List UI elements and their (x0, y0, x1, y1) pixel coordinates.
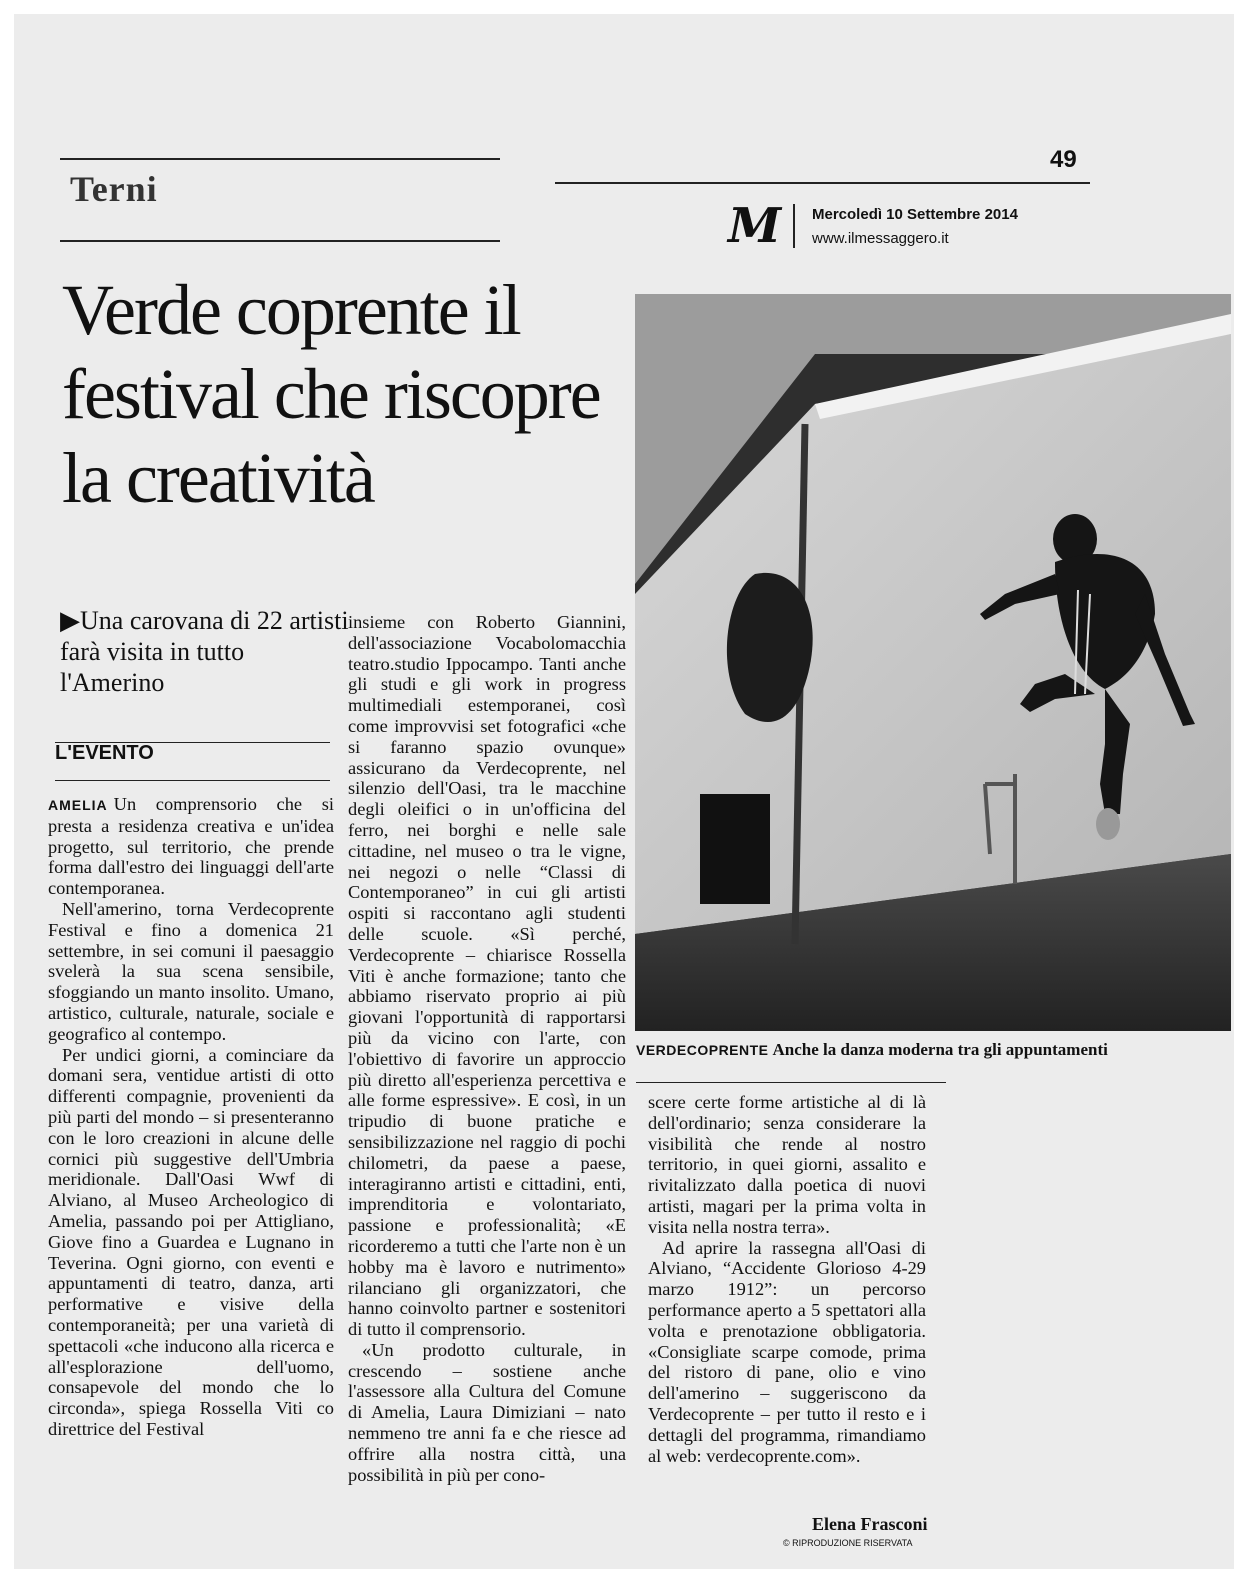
caption-text: Anche la danza moderna tra gli appuntamenti (772, 1040, 1108, 1059)
photo-caption (636, 1040, 1231, 1060)
page-number: 49 (1050, 146, 1077, 173)
issue-date: Mercoledì 10 Settembre 2014 (812, 206, 1018, 223)
article-column-1 (48, 794, 334, 1440)
header-divider (793, 204, 795, 248)
section-title: Terni (70, 169, 158, 209)
caption-rule (636, 1082, 946, 1083)
copyright-notice: © RIPRODUZIONE RISERVATA (783, 1538, 913, 1548)
kicker: L'EVENTO (55, 742, 154, 764)
section-rule-bottom (60, 240, 500, 242)
paragraph: «Un prodotto culturale, in crescendo – sostiene anche l'assessore alla Cultura del Comune di Amelia, Laura Dimiziani – nato nemmeno tre anni fa e che riesce ad offrire alla nostra città, una possibilità in più per cono- (348, 1339, 626, 1485)
headline: Verde coprente il festival che riscopre la creatività (62, 270, 600, 518)
paragraph: Nell'amerino, torna Verdecoprente Festival e fino a domenica 21 settembre, in sei comuni il paesaggio svelerà la sua scena sensibile, sfoggiando un manto insolito. Umano, artistico, culturale, naturale, sociale e geografico al contempo. (48, 898, 334, 1044)
paragraph: Ad aprire la rassegna all'Oasi di Alviano, “Accidente Glorioso 4-29 marzo 1912”: un percorso performance aperto a 5 spettatori alla volta e prenotazione obbligatoria. «Consigliate scarpe comode, prima del ristoro di pane, olio e vino dell'amerino – suggeriscono da Verdecoprente – per tutto il resto e i dettagli del programma, rimandiamo al web: verdecoprente.com». (648, 1237, 926, 1466)
newspaper-logo: M (728, 198, 782, 254)
header-rule (555, 182, 1090, 184)
article-column-3 (648, 1092, 926, 1466)
caption-tag: VERDECOPRENTE (636, 1042, 769, 1058)
dance-photo (635, 294, 1231, 1031)
subheadline-text: Una carovana di 22 artisti farà visita in tutto l'Amerino (60, 606, 349, 697)
dateline: AMELIA (48, 797, 108, 813)
author: Elena Frasconi (812, 1514, 928, 1534)
triangle-bullet-icon: ▶ (60, 606, 80, 635)
dancer-image (635, 294, 1231, 1031)
website: www.ilmessaggero.it (812, 230, 949, 247)
paragraph: scere certe forme artistiche al di là dell'ordinario; senza considerare la visibilità che rende al nostro territorio, in quei giorni, assalito e rivitalizzato dalla poetica di nuovi artisti, magari per la prima volta in visita nella nostra terra». (648, 1092, 926, 1237)
paragraph: insieme con Roberto Giannini, dell'associazione Vocabolomacchia teatro.studio Ippocampo. Tanti anche gli studi e gli work in progress multimediali estemporanei, così come improvvisi set fotografici «che si faranno spazio ovunque» assicurano da Verdecoprente, nel silenzio dell'Oasi, tra le macchine degli oleifici o in un'officina del ferro, nei borghi e nelle sale cittadine, nel museo o tra le vigne, nei negozi o nelle “Classi di Contemporaneo” in cui gli artisti ospiti si raccontano agli studenti delle scuole. «Sì perché, Verdecoprente – chiarisce Rossella Viti è anche formazione; tanto che abbiamo riservato proprio ai più giovani l'opportunità di rapportarsi più da vicino con l'arte, con l'obiettivo di favorire un approccio più diretto all'esperienza percettiva e alle forme espressive». E così, in un tripudio di buone pratiche e sensibilizzazione nel raggio di pochi chilometri, da paese a paese, interagiranno artisti e cittadini, enti, imprenditoria e volontariato, passione e professionalità; «E ricorderemo a tutti che l'arte non è un hobby ma è lavoro e nutrimento» rilanciano gli organizzatori, che hanno coinvolto partner e sostenitori di tutto il comprensorio. (348, 612, 626, 1340)
section-rule-top (60, 158, 500, 160)
paragraph: Per undici giorni, a cominciare da domani sera, ventidue artisti di otto differenti compagnie, provenienti da più parti del mondo – si presenteranno con le loro creazioni in alcune delle cornici più suggestive dell'Umbria meridionale. Dall'Oasi Wwf di Alviano, al Museo Archeologico di Amelia, passando poi per Attigliano, Giove fino a Guardea e Lugnano in Teverina. Ogni giorno, con eventi e appuntamenti di teatro, danza, arti performative e visive della contemporaneità; per una varietà di spettacoli «che inducono alla ricerca e all'esplorazione dell'uomo, consapevole del mondo che lo circonda», spiega Rossella Viti co direttrice del Festival (48, 1044, 334, 1439)
subheadline (60, 605, 350, 698)
article-column-2 (348, 612, 626, 1485)
paragraph: AMELIA Un comprensorio che si presta a residenza creativa e un'idea progetto, sul territorio, che prende forma dall'estro dei linguaggi dell'arte contemporanea. (48, 794, 334, 899)
kicker-rule-bottom (55, 780, 330, 781)
